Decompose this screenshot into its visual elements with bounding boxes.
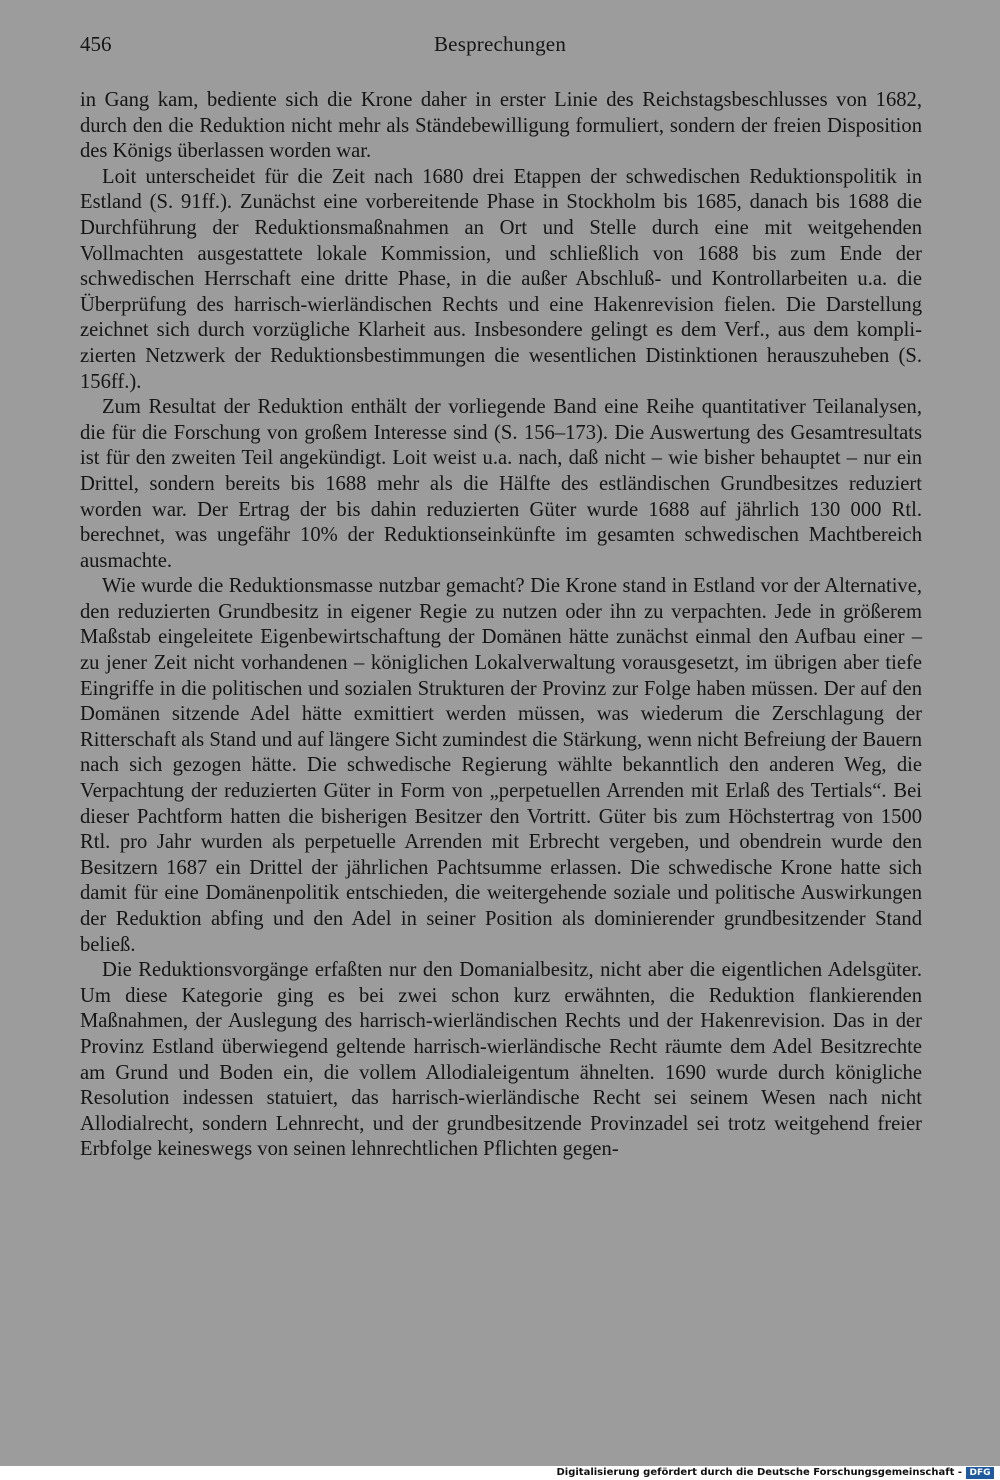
running-head: Besprechungen xyxy=(433,32,567,56)
page-number: 456 xyxy=(80,32,112,56)
review-body xyxy=(80,88,922,1163)
paragraph: Die Reduktionsvorgänge erfaßten nur den Domanialbesitz, nicht aber die eigentlichen Adelsgüter. Um diese Kategorie ging es bei zwei schon kurz erwähnten, die Reduktion flankierenden Maßnahmen, der Auslegung des harrisch-wierländischen Rechts und der Hakenrevision. Das in der Provinz Estland überwiegend geltende harrisch-wierländische Recht räumte dem Adel Besitzrechte am Grund und Boden ein, die vollem Allodialeigentum ähnelten. 1690 wurde durch königliche Resolution indessen statuiert, das harrisch-wierländische Recht sei seinem Wesen nach nicht Allodialrecht, sondern Lehnrecht, und der grundbesitzende Provinzadel sei trotz weitgehend freier Erbfolge keineswegs von seinen lehnrechtlichen Pflichten gegen- xyxy=(80,959,922,1161)
digitization-footer xyxy=(0,1466,1000,1480)
paragraph: Zum Resultat der Reduktion enthält der vorliegende Band eine Reihe quantitativer Teilanalysen, die für die Forschung von großem Interesse sind (S. 156–173). Die Auswertung des Gesamtresultats ist für den zweiten Teil angekündigt. Loit weist u.a. nach, daß nicht – wie bisher behauptet – nur ein Drittel, sondern bereits bis 1688 mehr als die Hälfte des estländischen Grundbesitzes reduziert worden war. Der Ertrag der bis dahin reduzierten Güter wurde 1688 auf jährlich 130 000 Rtl. berechnet, was ungefähr 10% der Reduktionseinkünfte im gesamten schwedischen Machtbereich ausmachte. xyxy=(80,396,922,572)
paragraph: in Gang kam, bediente sich die Krone daher in erster Linie des Reichstagsbeschlusses von 1682, durch den die Reduktion nicht mehr als Ständebewilligung formuliert, sondern der freien Disposition des Königs überlassen worden war. xyxy=(80,89,922,163)
dfg-logo-icon: DFG xyxy=(966,1467,994,1479)
paragraph: Wie wurde die Reduktionsmasse nutzbar gemacht? Die Krone stand in Estland vor der Alternative, den reduzierten Grundbesitz in eigener Regie zu nutzen oder ihn zu verpachten. Jede in größerem Maßstab eingeleitete Eigenbewirtschaftung der Domänen hätte zunächst einmal den Aufbau einer – zu jener Zeit nicht vorhandenen – königlichen Lokalverwaltung vorausgesetzt, im übrigen aber tiefe Eingriffe in die politischen und sozialen Strukturen der Provinz zur Folge haben müssen. Der auf den Domänen sitzende Adel hätte exmittiert werden müssen, was wiederum die Zerschlagung der Ritterschaft als Stand und auf längere Sicht zumindest die Stärkung, wenn nicht Befreiung der Bauern nach sich gezogen hätte. Die schwedische Regierung wählte bekanntlich den anderen Weg, die Verpachtung der reduzierten Güter in Form von „perpetuellen Arrenden mit Erlaß des Tertials“. Bei dieser Pachtform hatten die bisherigen Besitzer den Vortritt. Güter bis zum Höchstertrag von 1500 Rtl. pro Jahr wurden als perpetuelle Arrenden mit Erbrecht vergeben, und obendrein wurde den Besitzern 1687 ein Drittel der jährlichen Pachtsumme erlassen. Die schwedische Krone hatte sich damit für eine Domänenpolitik entschieden, die weitergehende soziale und politische Auswirkungen der Reduktion abfing und den Adel in seiner Position als dominierender grundbesitzender Stand beließ. xyxy=(80,575,922,956)
paragraph: Loit unterscheidet für die Zeit nach 1680 drei Etappen der schwedischen Reduktionspolitik in Estland (S. 91ff.). Zunächst eine vorbereitende Phase in Stockholm bis 1685, danach bis 1688 die Durchführung der Reduktionsmaßnahmen an Ort und Stelle durch eine mit weitgehenden Vollmachten ausgestattete lokale Kommission, und schließlich von 1688 bis zum Ende der schwedischen Herrschaft eine dritte Phase, in die außer Abschluß- und Kontrollarbeiten u.a. die Überprüfung des harrisch-wierländischen Rechts und eine Hakenrevision fielen. Die Darstellung zeichnet sich durch vorzügliche Klarheit aus. Insbesondere gelingt es dem Verf., aus dem komplizierten Netzwerk der Reduktionsbestimmungen die wesentlichen Distinktionen herauszuheben (S. 156ff.). xyxy=(80,165,922,393)
funding-notice: Digitalisierung gefördert durch die Deutsche Forschungsgemeinschaft - xyxy=(556,1467,962,1478)
page-header xyxy=(80,32,920,60)
